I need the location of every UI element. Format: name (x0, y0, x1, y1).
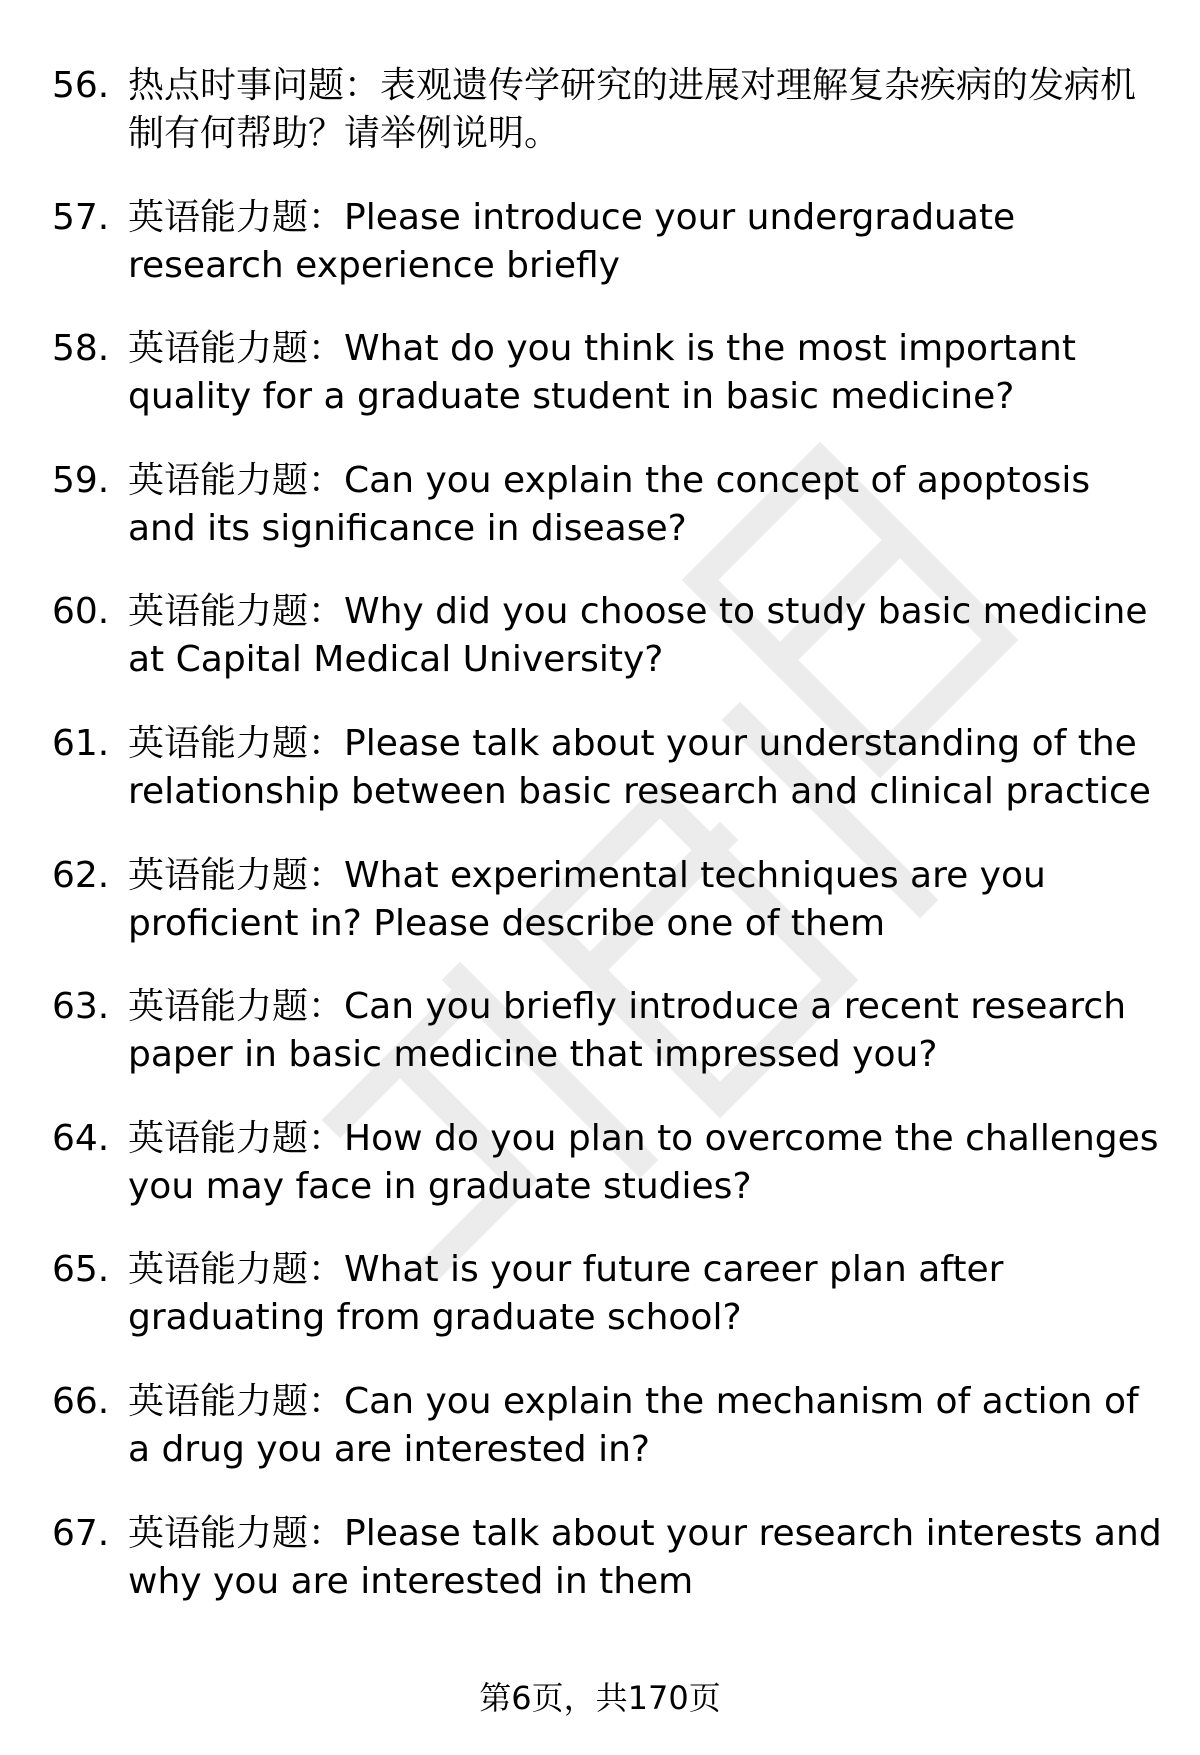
question-text: 英语能力题：What do you think is the most important quality for a graduate student in basic medicine? (128, 328, 1076, 418)
question-item (0, 1246, 1200, 1378)
question-text: 英语能力题：Can you briefly introduce a recent research paper in basic medicine that impressed you? (128, 986, 1127, 1076)
question-text: 英语能力题：How do you plan to overcome the challenges you may face in graduate studies? (128, 1117, 1159, 1207)
question-item (0, 194, 1200, 326)
question-item (0, 325, 1200, 457)
question-item (0, 1115, 1200, 1247)
question-item (0, 720, 1200, 852)
question-text: 英语能力题：Please talk about your understanding of the relationship between basic research and clinical practice (128, 722, 1151, 812)
question-item (0, 457, 1200, 589)
question-number: 63. (52, 986, 110, 1028)
question-text: 英语能力题：What experimental techniques are you proficient in? Please describe one of them (128, 854, 1046, 944)
question-text: 英语能力题：Please talk about your research interests and why you are interested in them (128, 1512, 1162, 1602)
question-text: 英语能力题：What is your future career plan after graduating from graduate school? (128, 1249, 1004, 1339)
question-number: 65. (52, 1249, 110, 1291)
question-number: 56. (52, 65, 110, 106)
question-item (0, 1510, 1200, 1642)
question-number: 66. (52, 1380, 110, 1422)
question-item (0, 852, 1200, 984)
question-text: 英语能力题：Why did you choose to study basic medicine at Capital Medical University? (128, 591, 1148, 681)
question-text: 英语能力题：Please introduce your undergraduate research experience briefly (128, 196, 1016, 286)
question-item (0, 588, 1200, 720)
question-text: 英语能力题：Can you explain the concept of apoptosis and its significance in disease? (128, 459, 1091, 549)
question-text: 英语能力题：Can you explain the mechanism of action of a drug you are interested in? (128, 1380, 1139, 1470)
page-footer: 第6页，共170页 (479, 1679, 721, 1717)
question-number: 62. (52, 854, 110, 896)
question-text: 热点时事问题：表观遗传学研究的进展对理解复杂疾病的发病机制有何帮助？请举例说明。 (128, 65, 1137, 154)
question-number: 61. (52, 722, 110, 764)
question-item (0, 983, 1200, 1115)
question-item (0, 62, 1200, 194)
question-item (0, 1378, 1200, 1510)
question-number: 57. (52, 196, 110, 238)
question-number: 67. (52, 1512, 110, 1554)
question-number: 59. (52, 459, 110, 501)
question-list (0, 62, 1200, 1641)
question-number: 58. (52, 328, 110, 370)
question-number: 60. (52, 591, 110, 633)
question-number: 64. (52, 1117, 110, 1159)
